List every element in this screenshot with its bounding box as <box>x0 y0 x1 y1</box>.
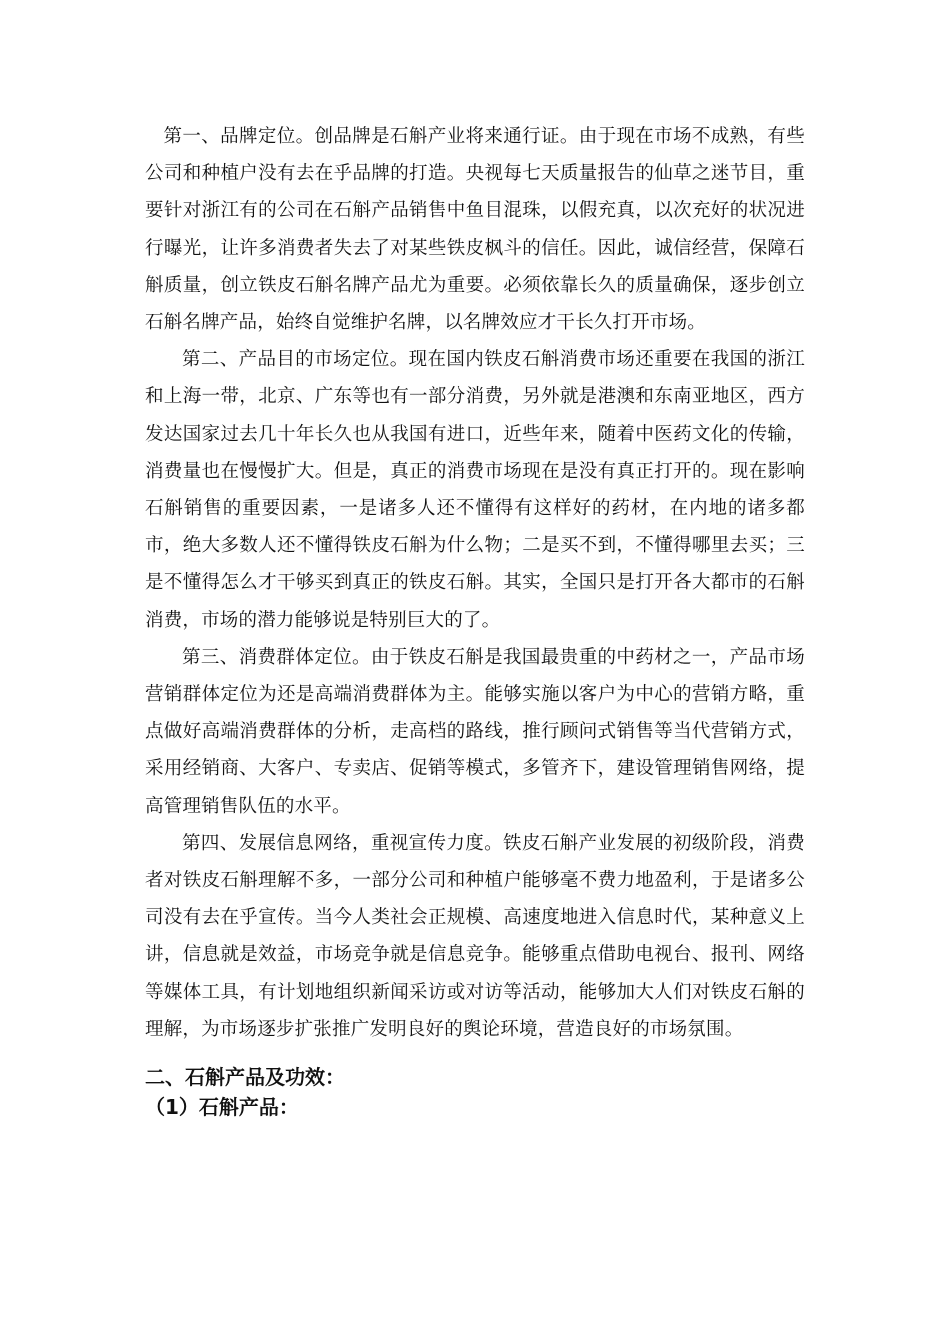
paragraph-information-network: 第四、发展信息网络，重视宣传力度。铁皮石斛产业发展的初级阶段，消费者对铁皮石斛理解不多，一部分公司和种植户能够毫不费力地盈利，于是诸多公司没有去在乎宣传。当今人类社会正规模、高速度地进入信息时代，某种意义上讲，信息就是效益，市场竞争就是信息竞争。能够重点借助电视台、报刊、网络等媒体工具，有计划地组织新闻采访或对访等活动，能够加大人们对铁皮石斛的理解，为市场逐步扩张推广发明良好的舆论环境，营造良好的市场氛围。 <box>145 832 805 1040</box>
document-page <box>145 118 805 1122</box>
paragraph-brand-positioning: 第一、品牌定位。创品牌是石斛产业将来通行证。由于现在市场不成熟，有些公司和种植户没有去在乎品牌的打造。央视每七天质量报告的仙草之迷节目，重要针对浙江有的公司在石斛产品销售中鱼目混珠，以假充真，以次充好的状况进行曝光，让许多消费者失去了对某些铁皮枫斗的信任。因此，诚信经营，保障石斛质量，创立铁皮石斛名牌产品尤为重要。必须依靠长久的质量确保，逐步创立石斛名牌产品，始终自觉维护名牌，以名牌效应才干长久打开市场。 <box>145 126 805 334</box>
subsection-heading: （1）石斛产品： <box>145 1095 299 1120</box>
paragraph-market-positioning: 第二、产品目的市场定位。现在国内铁皮石斛消费市场还重要在我国的浙江和上海一带，北京、广东等也有一部分消费，另外就是港澳和东南亚地区，西方发达国家过去几十年长久也从我国有进口，近些年来，随着中医药文化的传输，消费量也在慢慢扩大。但是，真正的消费市场现在是没有真正打开的。现在影响石斛销售的重要因素，一是诸多人还不懂得有这样好的药材，在内地的诸多都市，绝大多数人还不懂得铁皮石斛为什么物；二是买不到，不懂得哪里去买；三是不懂得怎么才干够买到真正的铁皮石斛。其实，全国只是打开各大都市的石斛消费，市场的潜力能够说是特别巨大的了。 <box>145 349 805 631</box>
section-heading: 二、石斛产品及功效： <box>145 1065 345 1090</box>
paragraph-consumer-group: 第三、消费群体定位。由于铁皮石斛是我国最贵重的中药材之一，产品市场营销群体定位为还是高端消费群体为主。能够实施以客户为中心的营销方略，重点做好高端消费群体的分析，走高档的路线，推行顾问式销售等当代营销方式，采用经销商、大客户、专卖店、促销等模式，多管齐下，建设管理销售网络，提高管理销售队伍的水平。 <box>145 646 805 817</box>
